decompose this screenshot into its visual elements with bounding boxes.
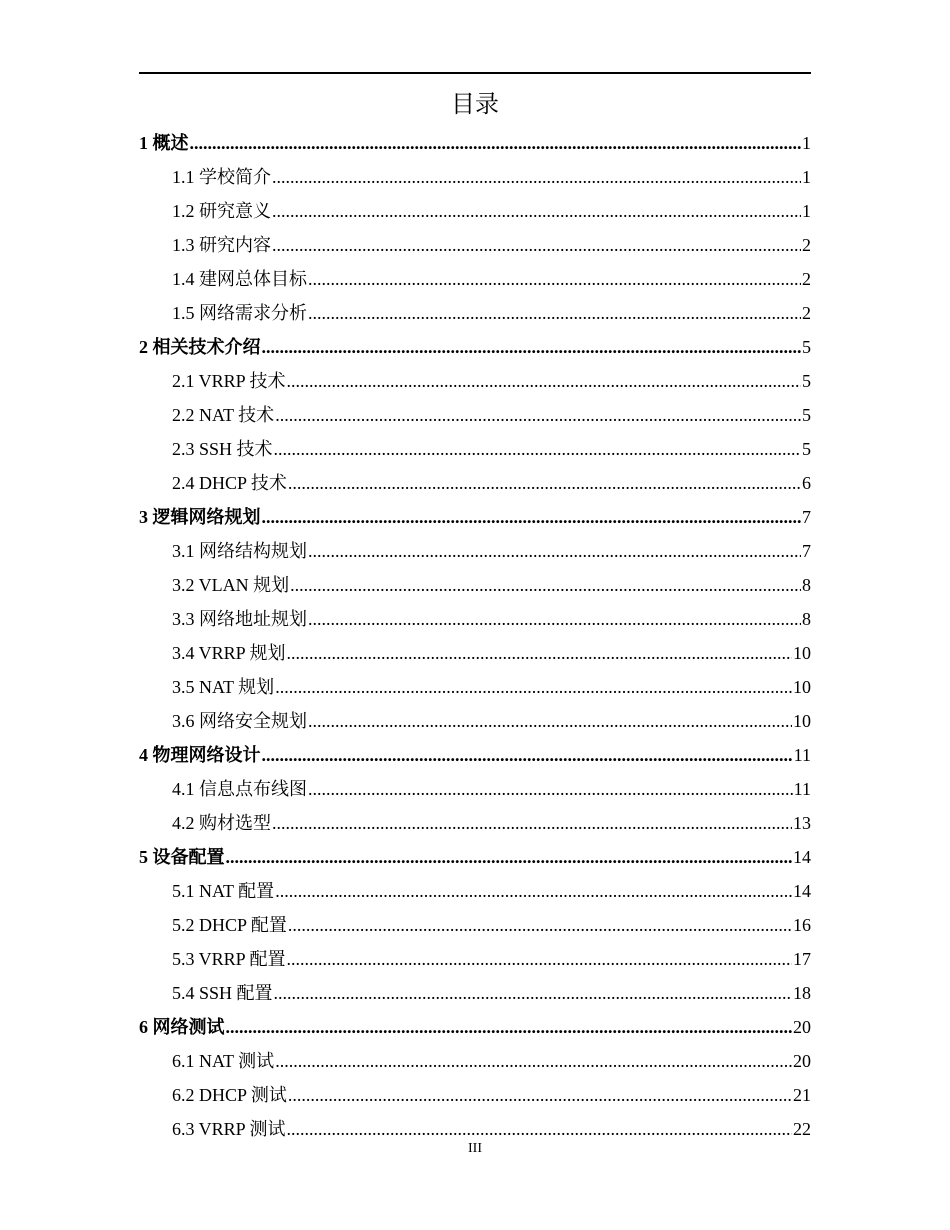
toc-entry-page-number: 14	[793, 881, 811, 901]
toc-dot-leader	[272, 194, 801, 228]
toc-dot-leader	[308, 296, 801, 330]
toc-section-entry[interactable]	[139, 568, 811, 602]
toc-section-entry[interactable]	[139, 432, 811, 466]
toc-entry-label: 5.1 NAT 配置	[172, 881, 275, 901]
toc-entry-page-number: 13	[793, 813, 811, 833]
toc-entry-page-number: 8	[802, 609, 811, 629]
toc-entry-page-number: 5	[802, 405, 811, 425]
toc-entry-label: 4 物理网络设计	[139, 745, 261, 765]
toc-chapter-entry[interactable]	[139, 330, 811, 364]
toc-dot-leader	[288, 1078, 792, 1112]
toc-entry-page-number: 5	[802, 439, 811, 459]
toc-entry-label: 3.3 网络地址规划	[172, 609, 307, 629]
toc-entry-label: 6.1 NAT 测试	[172, 1051, 275, 1071]
toc-entry-label: 5 设备配置	[139, 847, 225, 867]
toc-entry-page-number: 16	[793, 915, 811, 935]
toc-entry-page-number: 2	[802, 303, 811, 323]
header-rule	[139, 72, 811, 74]
toc-section-entry[interactable]	[139, 534, 811, 568]
toc-section-entry[interactable]	[139, 1078, 811, 1112]
toc-section-entry[interactable]	[139, 262, 811, 296]
toc-section-entry[interactable]	[139, 602, 811, 636]
toc-dot-leader	[308, 262, 801, 296]
toc-dot-leader	[274, 976, 792, 1010]
toc-dot-leader	[308, 534, 801, 568]
toc-entry-label: 3.2 VLAN 规划	[172, 575, 290, 595]
toc-section-entry[interactable]	[139, 194, 811, 228]
toc-entry-label: 6.2 DHCP 测试	[172, 1085, 287, 1105]
toc-chapter-entry[interactable]	[139, 500, 811, 534]
toc-entry-label: 2.2 NAT 技术	[172, 405, 275, 425]
toc-dot-leader	[262, 738, 793, 772]
toc-chapter-entry[interactable]	[139, 840, 811, 874]
toc-entry-page-number: 18	[793, 983, 811, 1003]
toc-dot-leader	[308, 602, 801, 636]
toc-entry-label: 4.1 信息点布线图	[172, 779, 307, 799]
toc-entry-label: 3.4 VRRP 规划	[172, 643, 286, 663]
toc-entry-label: 1.3 研究内容	[172, 235, 271, 255]
toc-section-entry[interactable]	[139, 636, 811, 670]
toc-entry-label: 1.1 学校简介	[172, 167, 271, 187]
toc-entry-label: 1.5 网络需求分析	[172, 303, 307, 323]
toc-entry-page-number: 5	[802, 337, 811, 357]
toc-section-entry[interactable]	[139, 364, 811, 398]
toc-section-entry[interactable]	[139, 466, 811, 500]
page-number: III	[468, 1141, 482, 1156]
toc-entry-page-number: 1	[802, 167, 811, 187]
toc-entry-page-number: 2	[802, 269, 811, 289]
toc-entry-page-number: 8	[802, 575, 811, 595]
toc-entry-page-number: 6	[802, 473, 811, 493]
toc-dot-leader	[308, 704, 792, 738]
toc-section-entry[interactable]	[139, 908, 811, 942]
toc-entry-page-number: 1	[802, 133, 811, 153]
toc-entry-page-number: 14	[793, 847, 811, 867]
toc-chapter-entry[interactable]	[139, 126, 811, 160]
toc-entry-label: 2.4 DHCP 技术	[172, 473, 287, 493]
toc-section-entry[interactable]	[139, 296, 811, 330]
toc-dot-leader	[287, 942, 792, 976]
toc-entry-label: 2 相关技术介绍	[139, 337, 261, 357]
toc-entry-page-number: 7	[802, 507, 811, 527]
toc-section-entry[interactable]	[139, 670, 811, 704]
toc-entry-page-number: 22	[793, 1119, 811, 1139]
toc-dot-leader	[226, 840, 793, 874]
toc-dot-leader	[275, 1044, 792, 1078]
toc-entry-page-number: 10	[793, 711, 811, 731]
toc-entry-label: 3.1 网络结构规划	[172, 541, 307, 561]
toc-dot-leader	[226, 1010, 793, 1044]
toc-section-entry[interactable]	[139, 874, 811, 908]
toc-dot-leader	[288, 908, 792, 942]
toc-entry-label: 2.1 VRRP 技术	[172, 371, 286, 391]
toc-dot-leader	[262, 330, 802, 364]
toc-chapter-entry[interactable]	[139, 738, 811, 772]
toc-dot-leader	[272, 228, 801, 262]
toc-entry-page-number: 7	[802, 541, 811, 561]
toc-list	[139, 126, 811, 1146]
toc-entry-label: 6 网络测试	[139, 1017, 225, 1037]
toc-entry-label: 2.3 SSH 技术	[172, 439, 273, 459]
toc-section-entry[interactable]	[139, 1044, 811, 1078]
toc-entry-label: 5.2 DHCP 配置	[172, 915, 287, 935]
toc-dot-leader	[287, 364, 801, 398]
toc-dot-leader	[290, 568, 801, 602]
toc-entry-label: 3.6 网络安全规划	[172, 711, 307, 731]
toc-dot-leader	[262, 500, 802, 534]
toc-entry-label: 1.4 建网总体目标	[172, 269, 307, 289]
toc-entry-label: 3 逻辑网络规划	[139, 507, 261, 527]
toc-dot-leader	[272, 160, 801, 194]
toc-entry-page-number: 21	[793, 1085, 811, 1105]
toc-entry-label: 3.5 NAT 规划	[172, 677, 275, 697]
toc-entry-page-number: 1	[802, 201, 811, 221]
toc-entry-label: 6.3 VRRP 测试	[172, 1119, 286, 1139]
toc-entry-page-number: 11	[793, 779, 811, 799]
toc-dot-leader	[288, 466, 801, 500]
toc-entry-page-number: 10	[793, 677, 811, 697]
toc-section-entry[interactable]	[139, 806, 811, 840]
toc-dot-leader	[275, 670, 792, 704]
toc-entry-page-number: 20	[793, 1051, 811, 1071]
toc-dot-leader	[272, 806, 792, 840]
toc-dot-leader	[287, 636, 792, 670]
toc-section-entry[interactable]	[139, 398, 811, 432]
toc-chapter-entry[interactable]	[139, 1010, 811, 1044]
toc-dot-leader	[308, 772, 793, 806]
toc-dot-leader	[275, 398, 801, 432]
toc-section-entry[interactable]	[139, 160, 811, 194]
toc-section-entry[interactable]	[139, 704, 811, 738]
toc-section-entry[interactable]	[139, 976, 811, 1010]
toc-entry-page-number: 10	[793, 643, 811, 663]
toc-section-entry[interactable]	[139, 942, 811, 976]
toc-entry-label: 5.3 VRRP 配置	[172, 949, 286, 969]
toc-dot-leader	[275, 874, 792, 908]
toc-entry-page-number: 17	[793, 949, 811, 969]
toc-entry-page-number: 11	[793, 745, 811, 765]
toc-title: 目录	[451, 90, 499, 118]
toc-section-entry[interactable]	[139, 228, 811, 262]
toc-entry-label: 1.2 研究意义	[172, 201, 271, 221]
toc-entry-label: 5.4 SSH 配置	[172, 983, 273, 1003]
toc-entry-label: 1 概述	[139, 133, 189, 153]
toc-entry-label: 4.2 购材选型	[172, 813, 271, 833]
toc-entry-page-number: 5	[802, 371, 811, 391]
toc-section-entry[interactable]	[139, 772, 811, 806]
toc-entry-page-number: 2	[802, 235, 811, 255]
toc-entry-page-number: 20	[793, 1017, 811, 1037]
toc-dot-leader	[190, 126, 802, 160]
toc-dot-leader	[274, 432, 801, 466]
